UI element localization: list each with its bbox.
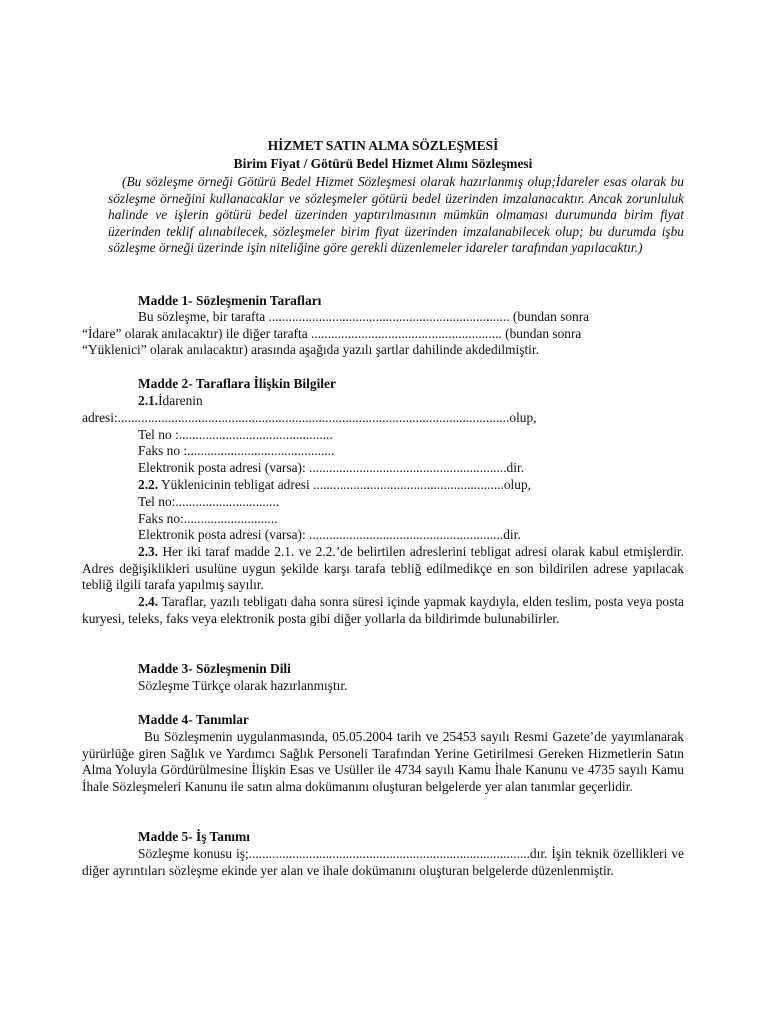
- article-5-heading: Madde 5- İş Tanımı: [138, 829, 250, 844]
- yuklenici-tel-line: Tel no:...............................: [138, 494, 280, 509]
- article-1-line-3: “Yüklenici” olarak anılacaktır) arasında aşağıda yazılı şartlar dahilinde akdedilmiştir.: [82, 342, 539, 358]
- document-subtitle: Birim Fiyat / Götürü Bedel Hizmet Alımı Sözleşmesi: [233, 156, 533, 171]
- idare-email-line: Elektronik posta adresi (varsa): ...........................................................dir.: [138, 460, 525, 475]
- article-4-text: Bu Sözleşmenin uygulanmasında, 05.05.2004 tarih ve 25453 sayılı Resmi Gazete’de yayımlanarak yürürlüğe giren Sağlık ve Yardımcı Sağlık Personeli Tarafından Yerine Getirilmesi Gereken Hizmetlerin Satın Alma Yoluyla Gördürülmesine İlişkin Esas ve Usüller ile 4734 sayılı Kamu İhale Kanunu ve 4735 sayılı Kamu İhale Sözleşmeleri Kanunu ile satın alma dokümanını oluşturan belgelerde yer alan tanımlar geçerlidir.: [82, 729, 684, 794]
- section-2-3: 2.3. Her iki taraf madde 2.1. ve 2.2.’de belirtilen adreslerini tebligat adresi olarak kabul etmişlerdir. Adres değişiklikleri usulüne uygun şekilde karşı tarafa tebliğ edilmedikçe en son bildirilen adrese yapılacak tebliğ ilgili tarafa yapılmış sayılır.: [82, 544, 684, 593]
- article-3-text: Sözleşme Türkçe olarak hazırlanmıştır.: [138, 678, 348, 693]
- article-3-heading: Madde 3- Sözleşmenin Dili: [138, 661, 291, 676]
- yuklenici-email-line: Elektronik posta adresi (varsa): ..........................................................dir.: [138, 527, 521, 542]
- yuklenici-faks-line: Faks no:............................: [138, 511, 278, 526]
- section-2-1: 2.1.İdarenin: [138, 393, 203, 408]
- article-2-heading: Madde 2- Taraflara İlişkin Bilgiler: [138, 376, 336, 391]
- document-note: (Bu sözleşme örneği Götürü Bedel Hizmet Sözleşmesi olarak hazırlanmış olup;İdareler esas olarak bu sözleşme örneğini kullanacaklar ve sözleşmeler götürü bedel üzerinden imzalanacaktır. Ancak zorunluluk halinde ve işlerin götürü bedel üzerinden yaptırılmasının mümkün olmaması durumunda birim fiyat üzerinden teklif alınabilecek, sözleşmeler birim fiyat üzerinden imzalanabilecek olup; bu durumda işbu sözleşme örneği üzerinde işin niteliğine göre gerekli düzenlemeler idareler tarafından yapılacaktır.): [108, 174, 684, 256]
- idare-faks-line: Faks no :............................................: [138, 443, 335, 458]
- article-1-heading: Madde 1- Sözleşmenin Tarafları: [138, 293, 322, 308]
- article-1-line-2: “İdare” olarak anılacaktır) ile diğer tarafta ......................................................... (bundan sonra: [82, 325, 582, 341]
- article-5-text: Sözleşme konusu iş;....................................................................................dır. İşin teknik özellikleri ve diğer ayrıntıları sözleşme ekinde yer alan ve ihale dokümanını oluşturan belgelerde düzenlenmiştir.: [82, 846, 684, 878]
- document-title: HİZMET SATIN ALMA SÖZLEŞMESİ: [267, 138, 499, 153]
- article-1-body: [82, 309, 684, 359]
- article-4-heading: Madde 4- Tanımlar: [138, 712, 249, 727]
- idare-tel-line: Tel no :..............................................: [138, 427, 333, 442]
- article-1-line-1: Bu sözleşme, bir tarafta ........................................................................ (bundan sonra: [138, 309, 590, 324]
- idare-address-line: adresi:.....................................................................................................................olup,: [82, 410, 537, 425]
- section-2-2: 2.2. Yüklenicinin tebligat adresi .........................................................olup,: [138, 477, 532, 492]
- section-2-4: 2.4. Taraflar, yazılı tebligatı daha sonra süresi içinde yapmak kaydıyla, elden teslim, posta veya posta kuryesi, teleks, faks veya elektronik posta gibi diğer yollarla da bildirimde bulunabilirler.: [82, 594, 684, 626]
